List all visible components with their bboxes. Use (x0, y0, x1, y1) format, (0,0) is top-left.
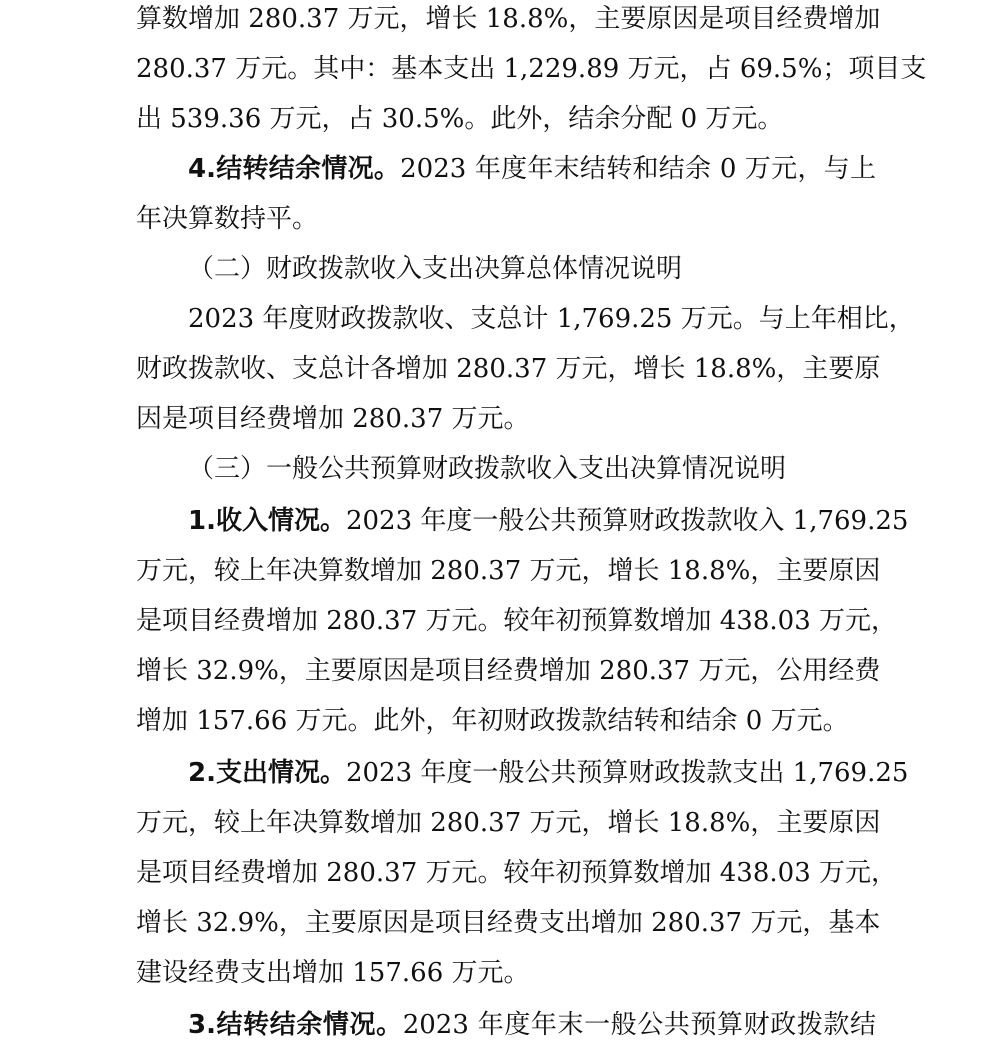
body-text: 2023 年度年末一般公共预算财政拨款结 (402, 1010, 877, 1040)
body-line: 出 539.36 万元，占 30.5%。此外，结余分配 0 万元。 (136, 104, 784, 134)
body-line: 万元，较上年决算数增加 280.37 万元，增长 18.8%，主要原因 (136, 556, 881, 586)
section-heading: （二）财政拨款收入支出决算总体情况说明 (188, 254, 683, 284)
body-line: 是项目经费增加 280.37 万元。较年初预算数增加 438.03 万元， (136, 858, 898, 888)
section-item-title: 2.支出情况。 (188, 758, 346, 788)
section-item-title: 3.结转结余情况。 (188, 1010, 403, 1040)
section-item-line (188, 496, 909, 546)
body-line: 建设经费支出增加 157.66 万元。 (136, 958, 530, 988)
section-item-line (188, 748, 909, 798)
body-line: 增长 32.9%，主要原因是项目经费支出增加 280.37 万元，基本 (136, 908, 881, 938)
section-item-line (188, 144, 876, 194)
body-line: 增加 157.66 万元。此外，年初财政拨款结转和结余 0 万元。 (136, 706, 849, 736)
body-text: 2023 年度一般公共预算财政拨款收入 1,769.25 (345, 506, 909, 536)
body-text: 2023 年度一般公共预算财政拨款支出 1,769.25 (345, 758, 909, 788)
section-item-title: 4.结转结余情况。 (188, 154, 401, 184)
section-item-title: 1.收入情况。 (188, 506, 346, 536)
body-line: 财政拨款收、支总计各增加 280.37 万元，增长 18.8%，主要原 (136, 354, 881, 384)
section-item-line (188, 1000, 876, 1050)
section-heading: （三）一般公共预算财政拨款收入支出决算情况说明 (188, 454, 787, 484)
body-line: 年决算数持平。 (136, 204, 319, 234)
body-line: 2023 年度财政拨款收、支总计 1,769.25 万元。与上年相比， (188, 304, 915, 334)
body-line: 280.37 万元。其中：基本支出 1,229.89 万元，占 69.5%；项目支 (136, 54, 927, 84)
body-line: 算数增加 280.37 万元，增长 18.8%，主要原因是项目经费增加 (136, 4, 881, 34)
body-line: 是项目经费增加 280.37 万元。较年初预算数增加 438.03 万元， (136, 606, 898, 636)
body-line: 因是项目经费增加 280.37 万元。 (136, 404, 530, 434)
body-line: 增长 32.9%，主要原因是项目经费增加 280.37 万元，公用经费 (136, 656, 881, 686)
body-text: 2023 年度年末结转和结余 0 万元，与上 (400, 154, 876, 184)
body-line: 万元，较上年决算数增加 280.37 万元，增长 18.8%，主要原因 (136, 808, 881, 838)
